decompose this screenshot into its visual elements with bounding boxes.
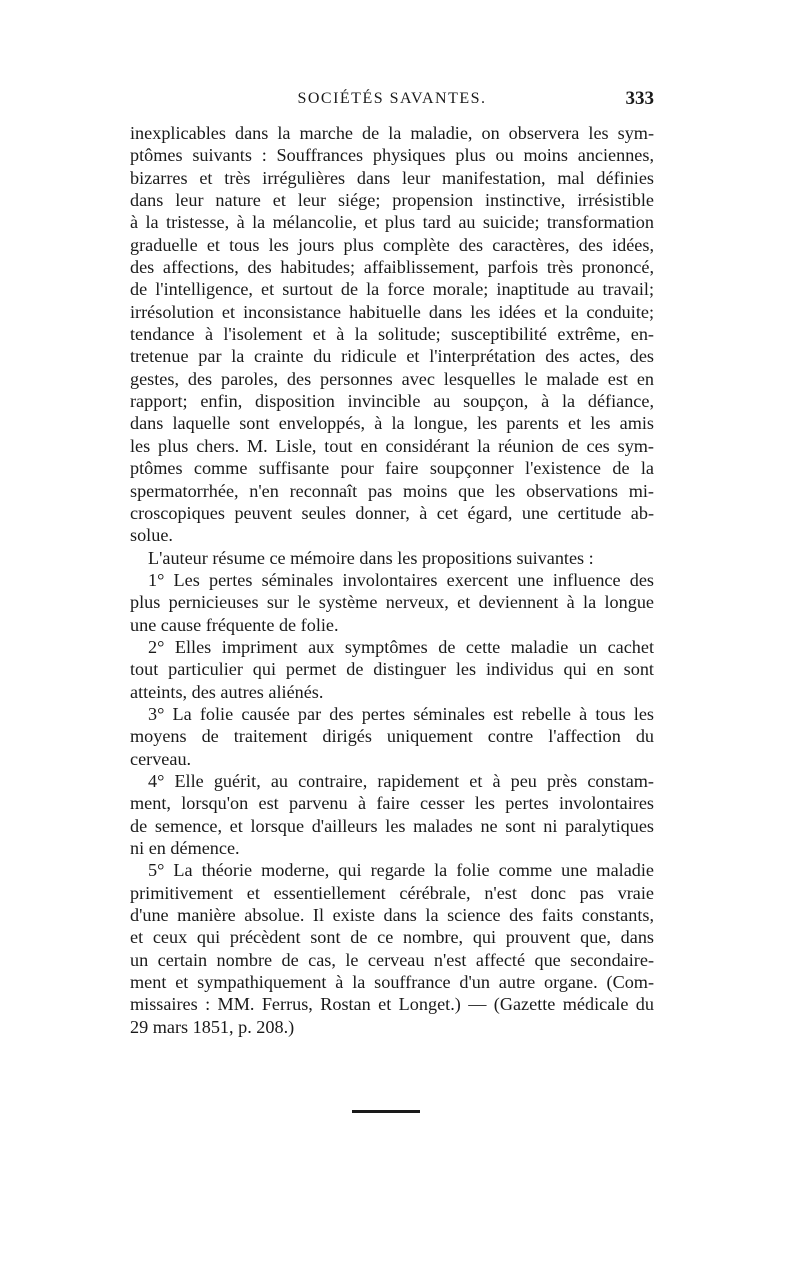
text-line: graduelle et tous les jours plus complète des caractères, des idées, xyxy=(130,234,654,255)
text-line: ment et sympathiquement à la souffrance d'un autre organe. (Com- xyxy=(130,972,654,993)
text-line: les plus chers. M. Lisle, tout en considérant la réunion de ces sym- xyxy=(130,435,654,456)
text-line: gestes, des paroles, des personnes avec lesquelles le malade est en xyxy=(130,368,654,389)
text-line: ni en démence. xyxy=(130,838,240,858)
page-header xyxy=(130,88,654,114)
text-line: irrésolution et inconsistance habituelle dans les idées et la conduite; xyxy=(130,301,654,322)
text-line: ptômes comme suffisante pour faire soupçonner l'existence de la xyxy=(130,458,654,479)
text-line: tout particulier qui permet de distinguer les individus qui en sont xyxy=(130,659,654,680)
closing-rule xyxy=(352,1110,420,1113)
text-line: moyens de traitement dirigés uniquement contre l'affection du xyxy=(130,726,654,747)
body-text xyxy=(130,122,654,1038)
text-line: 29 mars 1851, p. 208.) xyxy=(130,1016,295,1037)
text-line: croscopiques peuvent seules donner, à cet égard, une certitude ab- xyxy=(130,502,654,523)
text-line: tendance à l'isolement et à la solitude; susceptibilité extrême, en- xyxy=(130,324,654,345)
text-line: bizarres et très irrégulières dans leur manifestation, mal définies xyxy=(130,167,654,188)
text-line: solue. xyxy=(130,525,173,546)
text-line: et ceux qui précèdent sont de ce nombre, qui prouvent que, dans xyxy=(130,927,654,948)
text-line: tretenue par la crainte du ridicule et l'interprétation des actes, des xyxy=(130,346,654,367)
text-line: 4° Elle guérit, au contraire, rapidement et à peu près constam- xyxy=(148,770,654,791)
text-line: d'une manière absolue. Il existe dans la science des faits constants, xyxy=(130,905,654,926)
text-line: primitivement et essentiellement cérébrale, n'est donc pas vraie xyxy=(130,882,654,903)
running-head: SOCIÉTÉS SAVANTES. xyxy=(297,90,487,107)
text-line: inexplicables dans la marche de la maladie, on observera les sym- xyxy=(130,123,654,143)
text-line: L'auteur résume ce mémoire dans les propositions suivantes : xyxy=(148,547,594,568)
text-line: cerveau. xyxy=(130,748,192,769)
text-line: 5° La théorie moderne, qui regarde la folie comme une maladie xyxy=(148,860,654,881)
text-line: missaires : MM. Ferrus, Rostan et Longet.) — (Gazette médicale du xyxy=(130,994,654,1015)
text-line: plus pernicieuses sur le système nerveux, et deviennent à la longue xyxy=(130,592,654,613)
text-line: 2° Elles impriment aux symptômes de cette maladie un cachet xyxy=(148,636,654,657)
text-line: 1° Les pertes séminales involontaires exercent une influence des xyxy=(148,569,654,590)
text-line: atteints, des autres aliénés. xyxy=(130,681,324,702)
text-line: ment, lorsqu'on est parvenu à faire cesser les pertes involontaires xyxy=(130,793,654,814)
text-line: de semence, et lorsque d'ailleurs les malades ne sont ni paralytiques xyxy=(130,815,654,836)
text-line: ptômes suivants : Souffrances physiques plus ou moins anciennes, xyxy=(130,145,654,166)
text-line: 3° La folie causée par des pertes séminales est rebelle à tous les xyxy=(148,703,654,724)
text-line: de l'intelligence, et surtout de la force morale; inaptitude au travail; xyxy=(130,279,654,300)
text-line: à la tristesse, à la mélancolie, et plus tard au suicide; transformation xyxy=(130,212,654,233)
text-line: dans leur nature et leur siége; propension instinctive, irrésistible xyxy=(130,190,654,211)
text-line: rapport; enfin, disposition invincible au soupçon, à la défiance, xyxy=(130,391,654,412)
page-number: 333 xyxy=(625,88,654,109)
text-line: dans laquelle sont enveloppés, à la longue, les parents et les amis xyxy=(130,413,654,434)
text-line: spermatorrhée, n'en reconnaît pas moins que les observations mi- xyxy=(130,480,654,501)
text-line: des affections, des habitudes; affaiblissement, parfois très prononcé, xyxy=(130,257,654,278)
text-line: une cause fréquente de folie. xyxy=(130,614,339,635)
text-line: un certain nombre de cas, le cerveau n'est affecté que secondaire- xyxy=(130,949,654,970)
